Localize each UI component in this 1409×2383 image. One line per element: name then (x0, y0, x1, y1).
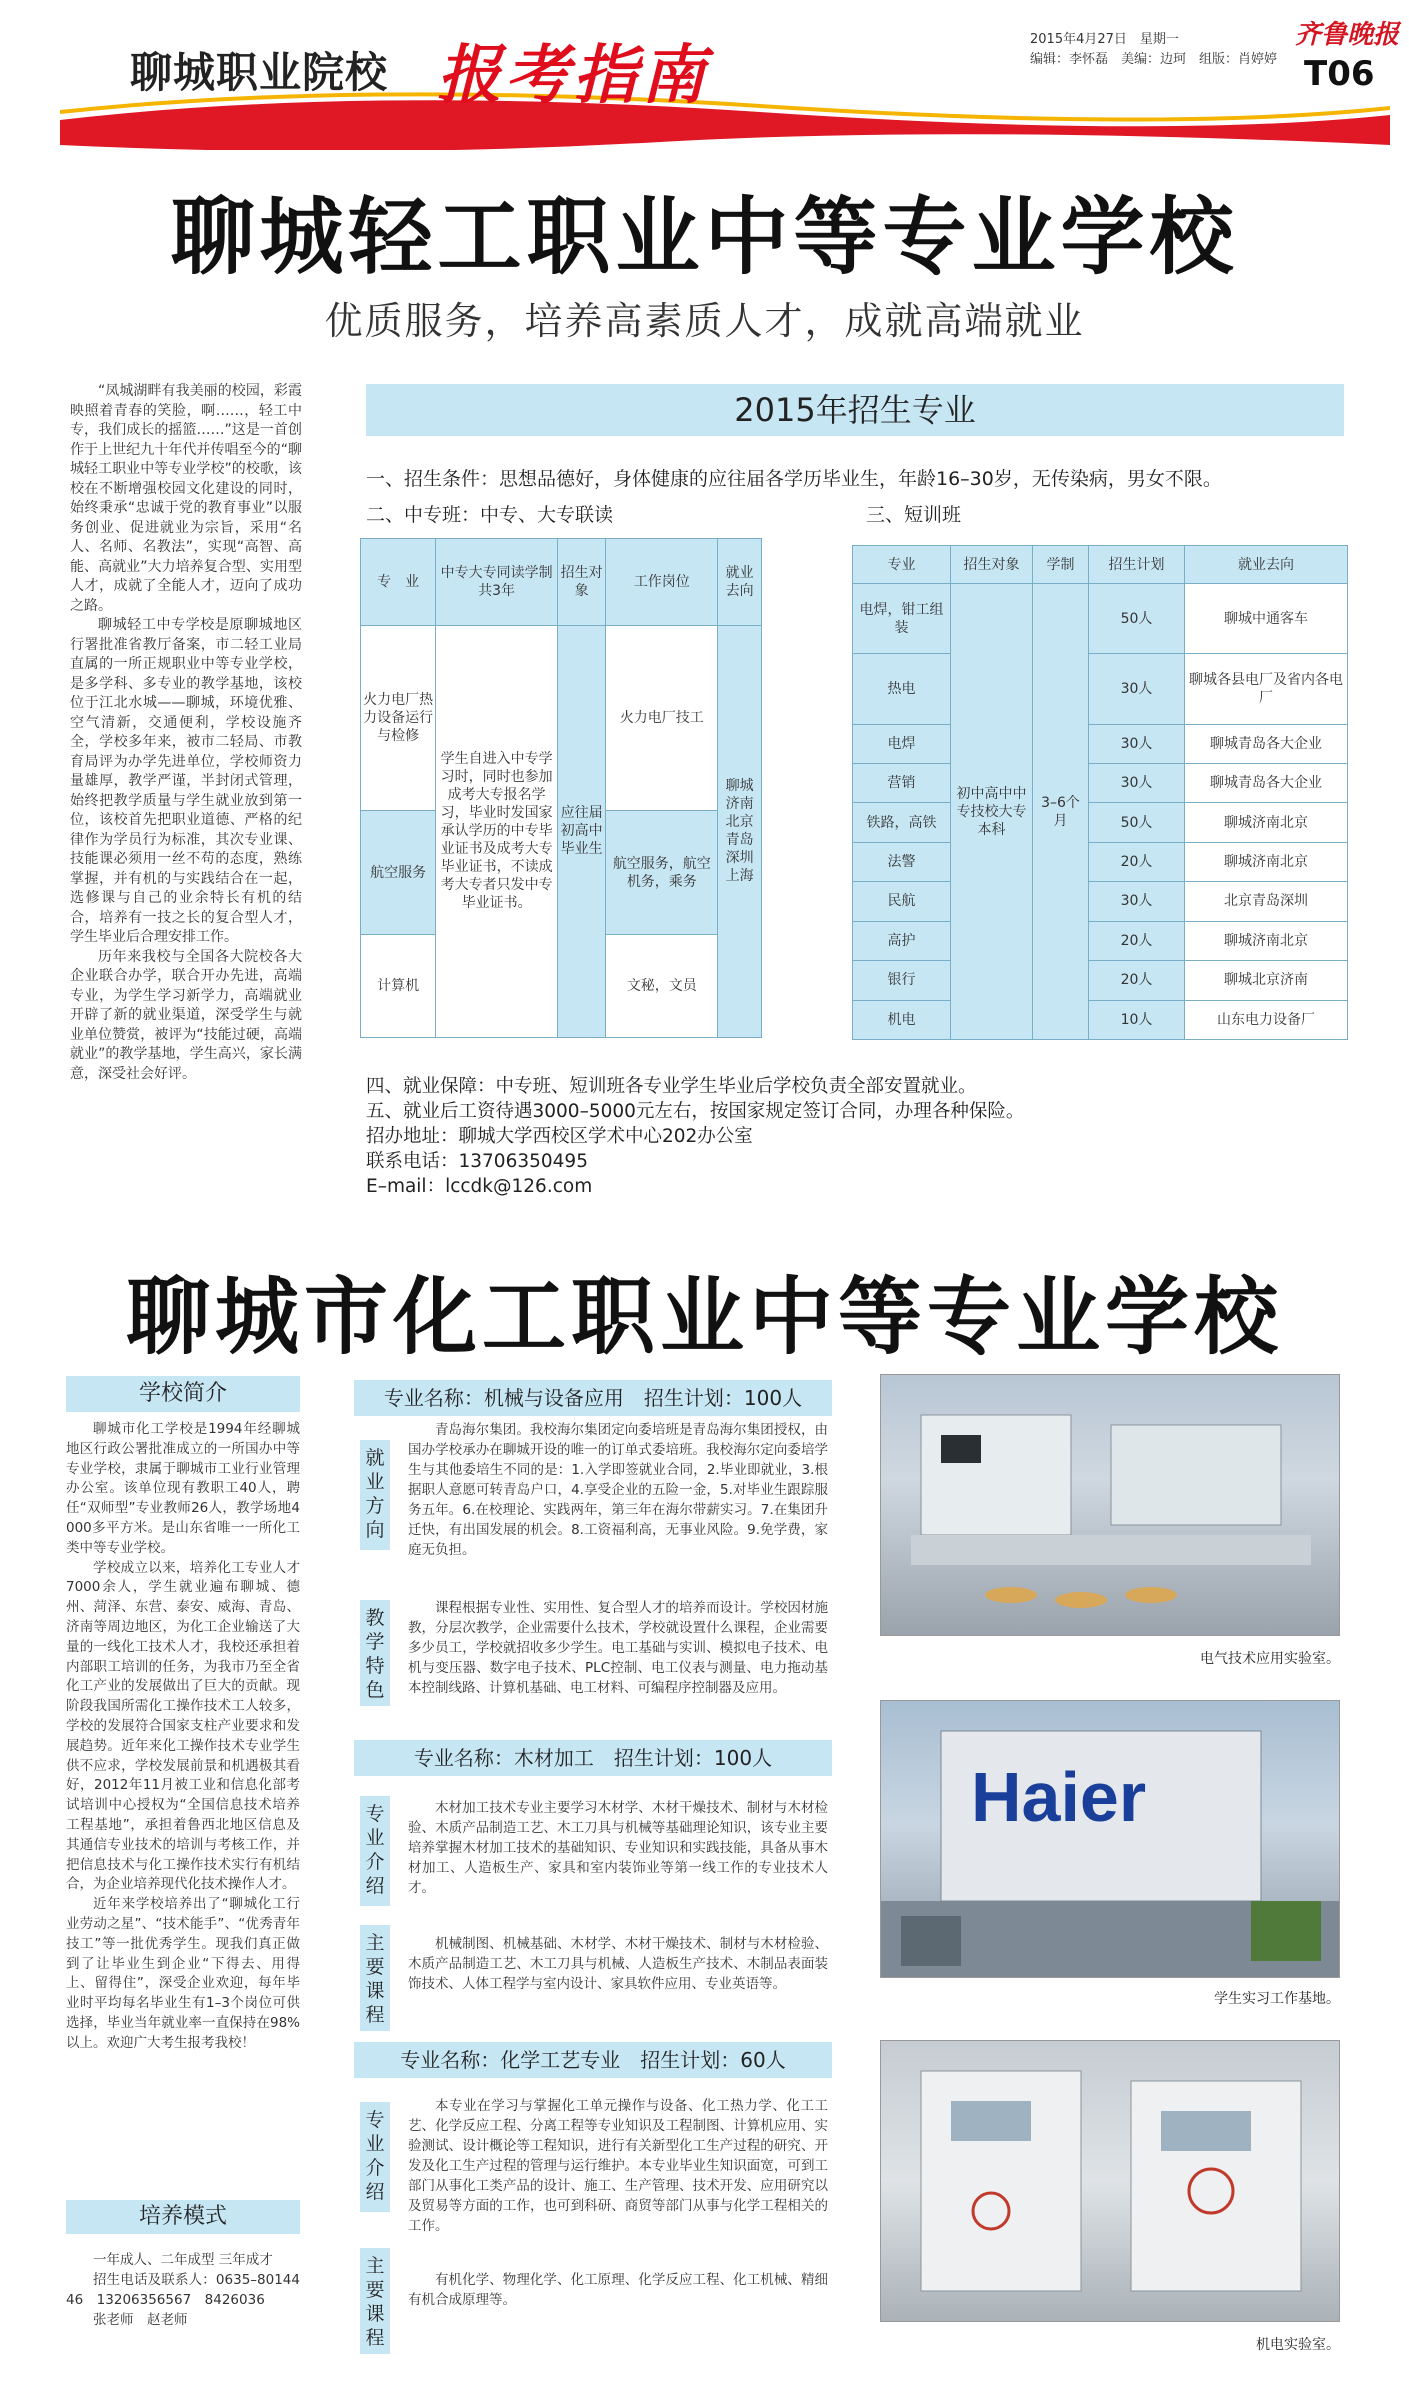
footer-line: 五、就业后工资待遇3000–5000元左右，按国家规定签订合同，办理各种保险。 (366, 1101, 1025, 1122)
th: 中专大专同读学制共3年 (436, 539, 558, 626)
th: 招生对象 (557, 539, 606, 626)
intro-paragraph: 聊城市化工学校是1994年经聊城地区行政公署批准成立的一所国办中等专业学校，隶属于聊城市工业行业管理办公室。该单位现有教职工40人，聘任“双师型”专业教师26人，教学场地4000多平方米。是山东省唯一一所化工类中等专业学校。 (66, 1421, 300, 1556)
major3-text1: 本专业在学习与掌握化工单元操作与设备、化工热力学、化工工艺、化学反应工程、分离工程等专业知识及工程制图、计算机应用、实验测试、设计概论等工程知识，进行有关新型化工生产过程的研究、开发及化工生产过程的管理与运行维护。本专业毕业生知识面宽，可到工部门从事化工类产品的设计、施工、生产管理、技术开发、应用研究以及贸易等方面的工作，也可到科研、商贸等部门从事与化学工程相关的工作。 (408, 2098, 828, 2234)
table-cell: 聊城各县电厂及省内各电厂 (1185, 654, 1348, 724)
school1-intro (70, 382, 302, 1084)
header-school: 聊城职业院校 (130, 48, 389, 97)
major2-text2: 机械制图、机械基础、木材学、木材干燥技术、制材与木材检验、木质产品制造工艺、木工刀具与机械、人造板生产技术、木制品表面装饰技术、人体工程学与室内设计、家具软件应用、专业英语等。 (408, 1936, 828, 1992)
table-cell: 30人 (1089, 763, 1185, 802)
table-cell: 聊城济南北京 (1185, 921, 1348, 960)
th: 就业去向 (1185, 546, 1348, 584)
school2-intro (66, 1420, 300, 2054)
major2-text1: 木材加工技术专业主要学习木材学、木材干燥技术、制材与木材检验、木质产品制造工艺、木工刀具与机械等基础理论知识，该专业主要培养掌握木材加工技术的基础知识、专业知识和实践技能，具备从事木材加工、人造板生产、家具和室内装饰业等第一线工作的专业技术人才。 (408, 1800, 828, 1896)
table-cell: 计算机 (361, 934, 436, 1037)
table-cell: 电焊 (853, 724, 951, 763)
footer-line: E–mail：lccdk@126.com (366, 1176, 593, 1197)
major2-label2: 主要课程 (360, 1925, 390, 2031)
table-cell: 30人 (1089, 724, 1185, 763)
header-info (1030, 30, 1277, 70)
teachers-text: 张老师 赵老师 (93, 2312, 188, 2328)
intro-paragraph: 历年来我校与全国各大院校各大企业联合办学，联合开办先进，高端专业，为学生学习新学力，高端就业开辟了新的就业渠道，深受学生与就业单位赞赏，被评为“技能过硬，高端就业”的教学基地，学生高兴，家长满意，深受社会好评。 (70, 948, 302, 1082)
lab-photo-2 (880, 1700, 1340, 1978)
photo-caption-1: 电气技术应用实验室。 (1200, 1651, 1340, 1667)
table-cell: 铁路，高铁 (853, 803, 951, 842)
major2-title: 专业名称：木材加工 招生计划：100人 (354, 1740, 832, 1776)
th: 工作岗位 (606, 539, 718, 626)
table-cell: 20人 (1089, 921, 1185, 960)
lab-photo-3 (880, 2040, 1340, 2322)
table-cell: 民航 (853, 882, 951, 921)
table-cell: 初中高中中专技校大专本科 (951, 584, 1033, 1040)
table-cell: 20人 (1089, 961, 1185, 1000)
footer-line: 招办地址：聊城大学西校区学术中心202办公室 (366, 1126, 753, 1147)
table-cell: 热电 (853, 654, 951, 724)
table-cell: 应往届初高中毕业生 (557, 625, 606, 1037)
table-cell: 山东电力设备厂 (1185, 1000, 1348, 1039)
table-cell: 高护 (853, 921, 951, 960)
th: 招生计划 (1089, 546, 1185, 584)
major1-text2: 课程根据专业性、实用性、复合型人才的培养而设计。学校因材施教，分层次教学，企业需要什么技术，学校就设置什么课程，企业需要多少员工，学校就招收多少学生。电工基础与实训、模拟电子技术、电机与变压器、数字电子技术、PLC控制、电工仪表与测量、电力拖动基本控制线路、计算机基础、电工材料、可编程序控制器及应用。 (408, 1600, 828, 1696)
table-cell: 航空服务，航空机务，乘务 (606, 811, 718, 935)
intro-paragraph: 近年来学校培养出了“聊城化工行业劳动之星”、“技术能手”、“优秀青年技工”等一批优秀学生。现我们真正做到了让毕业生到企业“下得去、用得上、留得住”，深受企业欢迎，每年毕业时平均每名毕业生有1–3个岗位可供选择，毕业当年就业率一直保持在98%以上。欢迎广大考生报考我校！ (66, 1896, 300, 2051)
header-guide: 报考指南 (437, 38, 709, 113)
table-cell: 北京青岛深圳 (1185, 882, 1348, 921)
major1-label1: 就业方向 (360, 1440, 390, 1550)
th: 就业去向 (718, 539, 762, 626)
intro-head: 学校简介 (66, 1376, 300, 1412)
table-cell: 50人 (1089, 584, 1185, 654)
table-cell: 10人 (1089, 1000, 1185, 1039)
intro-paragraph: 学校成立以来，培养化工专业人才7000余人，学生就业遍布聊城、德州、菏泽、东营、泰安、威海、青岛、济南等周边地区，为化工企业输送了大量的一线化工技术人才，我校还承担着内部职工培训的任务，为我市乃至全省化工产业的发展做出了巨大的贡献。现阶段我国所需化工操作技术工人较多，学校的发展符合国家支柱产业要求和发展趋势。近年来化工操作技术专业学生供不应求，学校发展前景和机遇极其看好，2012年11月被工业和信息化部考试培训中心授权为“全国信息技术培养工程基地”，承担着鲁西北地区信息及其通信专业技术的培训与考核工作，并把信息技术与化工操作技术实行有机结合，为企业培养现代化技术操作人才。 (66, 1559, 300, 1893)
th: 学制 (1033, 546, 1089, 584)
table-cell: 聊城北京济南 (1185, 961, 1348, 1000)
table-cell: 50人 (1089, 803, 1185, 842)
major1-title: 专业名称：机械与设备应用 招生计划：100人 (354, 1380, 832, 1416)
school1-title: 聊城轻工职业中等专业学校 (170, 188, 1239, 286)
mode-block (66, 2250, 300, 2330)
table-cell: 聊城济南北京 (1185, 842, 1348, 881)
zhongzhuan-table (360, 538, 762, 1038)
table-cell: 火力电厂技工 (606, 625, 718, 811)
footer-line: 四、就业保障：中专班、短训班各专业学生毕业后学校负责全部安置就业。 (366, 1076, 977, 1097)
table-cell: 学生自进入中专学习时，同时也参加成考大专报名学习，毕业时发国家承认学历的中专毕业证书及成考大专毕业证书，不读成考大专者只发中专毕业证书。 (436, 625, 558, 1037)
major3-label1: 专业介绍 (360, 2102, 390, 2212)
footer-line: 联系电话：13706350495 (366, 1151, 588, 1172)
enrollment-band: 2015年招生专业 (366, 384, 1344, 436)
table-cell: 20人 (1089, 842, 1185, 881)
table-cell: 银行 (853, 961, 951, 1000)
table-cell: 法警 (853, 842, 951, 881)
lab-photo-1 (880, 1374, 1340, 1636)
major3-label2: 主要课程 (360, 2248, 390, 2354)
table-cell: 文秘，文员 (606, 934, 718, 1037)
th: 专业 (853, 546, 951, 584)
th: 招生对象 (951, 546, 1033, 584)
mode-head: 培养模式 (66, 2200, 300, 2234)
section3-head: 三、短训班 (866, 504, 962, 526)
major3-title: 专业名称：化学工艺专业 招生计划：60人 (354, 2042, 832, 2078)
enroll-conditions: 一、招生条件：思想品德好，身体健康的应往届各学历毕业生，年龄16–30岁，无传染病，男女不限。 (366, 468, 1222, 490)
table-cell: 聊城济南北京青岛深圳上海 (718, 625, 762, 1037)
major1-text1: 青岛海尔集团。我校海尔集团定向委培班是青岛海尔集团授权，由国办学校承办在聊城开设的唯一的订单式委培班。我校海尔定向委培学生与其他委培生不同的是：1.入学即签就业合同，2.毕业即就业，3.根据职人意愿可转青岛户口，4.享受企业的五险一金，5.对毕业生跟踪服务五年。6.在校理论、实践两年，第三年在海尔带薪实习。7.在集团升迁快，有出国发展的机会。8.工资福利高，无事业风险。9.免学费，家庭无负担。 (408, 1422, 828, 1558)
mode-text: 一年成人、二年成型 三年成才 (93, 2252, 273, 2268)
header-editors: 编辑：李怀磊 美编：边珂 组版：肖婷婷 (1030, 52, 1278, 67)
intro-paragraph: 聊城轻工中专学校是原聊城地区行署批准省教厅备案，市二轻工业局直属的一所正规职业中等专业学校，是多学科、多专业的教学基地，该校位于江北水城——聊城，环境优雅、空气清新，交通便利，学校设施齐全，学校多年来，被市二轻局、市教育局评为办学先进单位，学校师资力量雄厚，教学严谨，半封闭式管理，始终把教学质量与学生就业放到第一位，该校首先把职业道德、严格的纪律作为学员行为标准，其次专业课、技能课必须用一丝不苟的态度，熟练掌握，并有机的与实践结合在一起，选修课与自己的业余特长有机的结合，培养有一技之长的复合型人才，学生毕业后合理安排工作。 (70, 617, 302, 945)
page-number: T06 (1304, 54, 1375, 94)
haier-sign: Haier (971, 1758, 1147, 1836)
table-cell: 火力电厂热力设备运行与检修 (361, 625, 436, 811)
header-date: 2015年4月27日 星期一 (1030, 32, 1179, 47)
major2-label1: 专业介绍 (360, 1796, 390, 1906)
duanxun-table (852, 545, 1348, 1040)
table-cell: 聊城青岛各大企业 (1185, 724, 1348, 763)
table-cell: 电焊，钳工组装 (853, 584, 951, 654)
section2-head: 二、中专班：中专、大专联读 (366, 504, 614, 526)
school1-footer (366, 1074, 1346, 1199)
table-cell: 聊城济南北京 (1185, 803, 1348, 842)
table-cell: 聊城中通客车 (1185, 584, 1348, 654)
photo-caption-2: 学生实习工作基地。 (1214, 1991, 1340, 2007)
major3-text2: 有机化学、物理化学、化工原理、化学反应工程、化工机械、精细有机合成原理等。 (408, 2272, 828, 2308)
table-cell: 30人 (1089, 882, 1185, 921)
school2-title: 聊城市化工职业中等专业学校 (125, 1268, 1283, 1366)
major1-label2: 教学特色 (360, 1600, 390, 1706)
table-cell: 机电 (853, 1000, 951, 1039)
school1-slogan: 优质服务，培养高素质人才，成就高端就业 (324, 299, 1085, 343)
table-cell: 营销 (853, 763, 951, 802)
newspaper-logo: 齐鲁晚报 (1295, 20, 1400, 50)
th: 专 业 (361, 539, 436, 626)
photo-caption-3: 机电实验室。 (1256, 2337, 1340, 2353)
table-cell: 聊城青岛各大企业 (1185, 763, 1348, 802)
table-cell: 航空服务 (361, 811, 436, 935)
table-cell: 3–6个月 (1033, 584, 1089, 1040)
table-cell: 30人 (1089, 654, 1185, 724)
intro-paragraph: “凤城湖畔有我美丽的校园，彩霞映照着青春的笑脸，啊……，轻工中专，我们成长的摇篮……”这是一首创作于上世纪九十年代并传唱至今的“聊城轻工职业中等专业学校”的校歌，该校在不断增强校园文化建设的同时，始终秉承“忠诚于党的教育事业”以服务创业、促进就业为宗旨，采用“名人、名师、名教法”，实现“高智、高能、高就业”大力培养复合型、实用型人才，成就了全能人才，迈向了成功之路。 (70, 383, 302, 614)
contact-text: 招生电话及联系人：0635–8014446 13206356567 8426036 (66, 2272, 300, 2308)
